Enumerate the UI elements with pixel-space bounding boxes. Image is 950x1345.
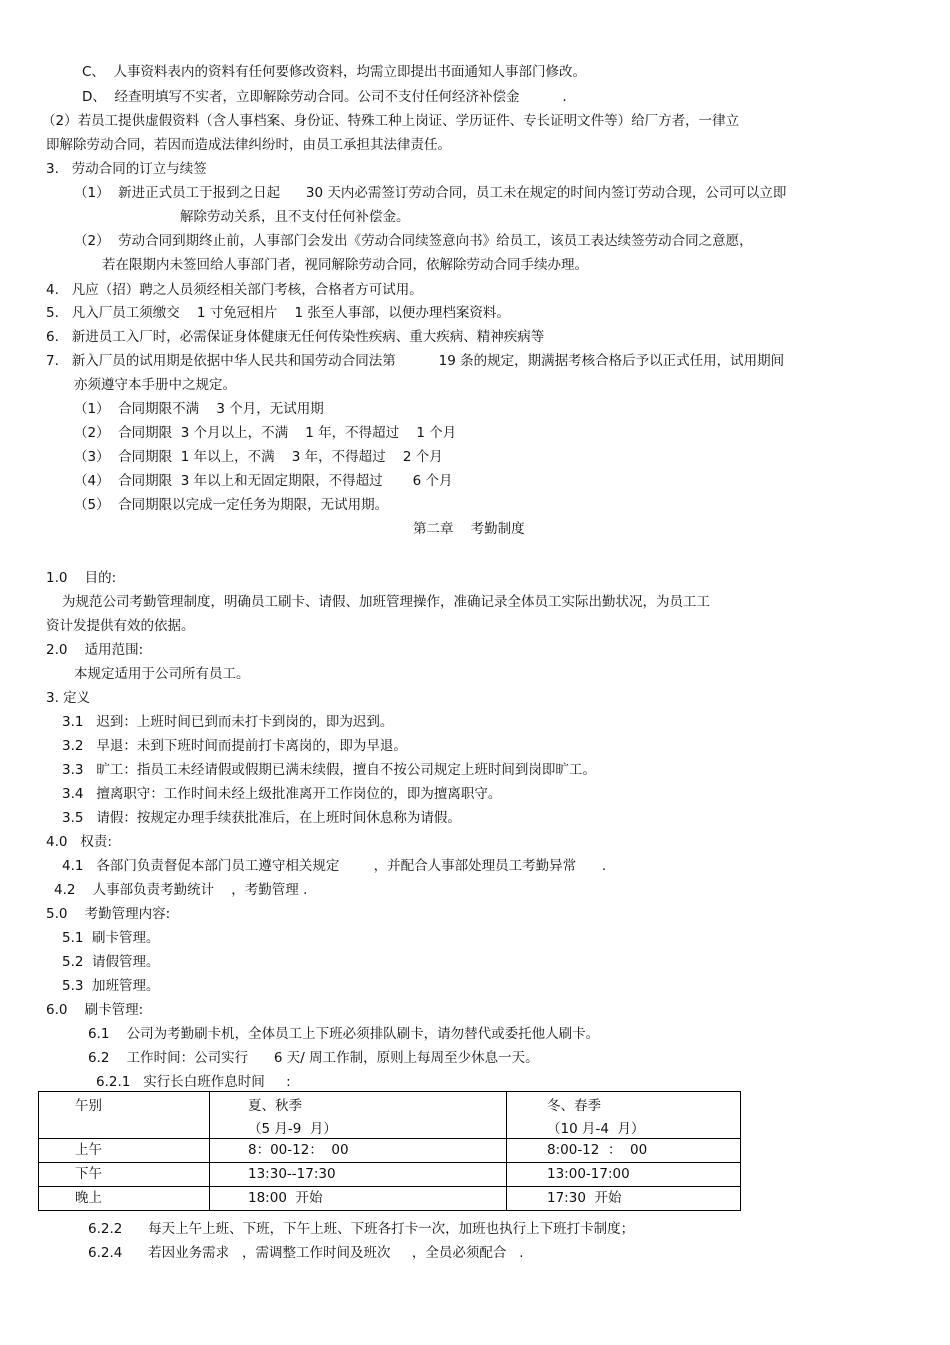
- cell-period: 上午: [75, 1142, 102, 1158]
- cell-summer: 8：00-12： 00: [248, 1142, 349, 1158]
- text-line: C、 人事资料表内的资料有任何要修改资料，均需立即提出书面通知人事部门修改。: [82, 64, 587, 80]
- text-line: D、 经查明填写不实者，立即解除劳动合同。公司不支付任何经济补偿金 .: [82, 89, 567, 105]
- list-item: （3） 合同期限 1 年以上，不满 3 年，不得超过 2 个月: [74, 449, 443, 465]
- list-item: 5.3 加班管理。: [62, 978, 160, 994]
- list-item: 3.2 早退：未到下班时间而提前打卡离岗的，即为早退。: [62, 738, 407, 754]
- text-line: （2） 劳动合同到期终止前，人事部门会发出《劳动合同续签意向书》给员工，该员工表达续签劳动合同之意愿，: [74, 233, 753, 249]
- text-line: （1） 新进正式员工于报到之日起 30 天内必需签订劳动合同，员工未在规定的时间内签订劳动合现，公司可以立即: [74, 185, 787, 201]
- list-item: 6.1 公司为考勤刷卡机，全体员工上下班必须排队刷卡，请勿替代或委托他人刷卡。: [88, 1026, 600, 1042]
- cell-winter: 13:00-17:00: [547, 1166, 630, 1182]
- chapter-title: 第二章 考勤制度: [413, 521, 525, 537]
- section-heading: 1.0 目的:: [46, 570, 117, 586]
- text-line: 5. 凡入厂员工须缴交 1 寸免冠相片 1 张至人事部，以便办理档案资料。: [46, 305, 510, 321]
- text-line: 6. 新进员工入厂时，必需保证身体健康无任何传染性疾病、重大疾病、精神疾病等: [46, 329, 545, 345]
- table-header-cell: [39, 1092, 210, 1139]
- header-winter-title: 冬、春季: [547, 1098, 601, 1114]
- text-line: 7. 新入厂员的试用期是依据中华人民共和国劳动合同法第 19 条的规定，期满据考核合格后予以正式任用，试用期间: [46, 353, 785, 369]
- text-line: 解除劳动关系，且不支付任何补偿金。: [180, 209, 410, 225]
- list-item: 3.1 迟到：上班时间已到而未打卡到岗的，即为迟到。: [62, 714, 394, 730]
- header-summer-months: （5 月-9 月）: [248, 1121, 337, 1137]
- header-period: 午别: [75, 1098, 102, 1114]
- text-line: 资计发提供有效的依据。: [46, 618, 195, 634]
- text-line: 本规定适用于公司所有员工。: [74, 666, 250, 682]
- cell-winter: 8:00-12 ： 00: [547, 1142, 648, 1158]
- list-item: 6.2.4 若因业务需求 ，需调整工作时间及班次 ，全员必须配合 .: [88, 1245, 524, 1261]
- table-row: [39, 1139, 741, 1163]
- table-cell: [210, 1187, 507, 1211]
- list-item: 4.1 各部门负责督促本部门员工遵守相关规定 ，并配合人事部处理员工考勤异常 .: [62, 858, 607, 874]
- section-heading: 3. 劳动合同的订立与续签: [46, 161, 207, 177]
- text-line: 即解除劳动合同，若因而造成法律纠纷时，由员工承担其法律责任。: [46, 137, 451, 153]
- list-item: （2） 合同期限 3 个月以上，不满 1 年，不得超过 1 个月: [74, 425, 457, 441]
- section-heading: 3. 定义: [46, 690, 91, 706]
- section-heading: 4.0 权责:: [46, 834, 112, 850]
- section-heading: 2.0 适用范围:: [46, 642, 144, 658]
- cell-summer: 13:30--17:30: [248, 1166, 336, 1182]
- list-item: 3.3 旷工：指员工未经请假或假期已满未续假，擅自不按公司规定上班时间到岗即旷工。: [62, 762, 596, 778]
- list-item: 6.2 工作时间：公司实行 6 天/ 周工作制，原则上每周至少休息一天。: [88, 1050, 539, 1066]
- list-item: 6.2.1 实行长白班作息时间 :: [96, 1074, 291, 1090]
- list-item: （1） 合同期限不满 3 个月，无试用期: [74, 401, 324, 417]
- cell-summer: 18:00 开始: [248, 1190, 323, 1206]
- list-item: 5.2 请假管理。: [62, 954, 160, 970]
- schedule-table: [38, 1091, 741, 1211]
- table-cell: [210, 1139, 507, 1163]
- table-cell: [39, 1139, 210, 1163]
- table-row: [39, 1163, 741, 1187]
- list-item: （5） 合同期限以完成一定任务为期限，无试用期。: [74, 497, 389, 513]
- cell-period: 下午: [75, 1166, 102, 1182]
- table-header-cell: [210, 1092, 507, 1139]
- section-heading: 6.0 刷卡管理:: [46, 1002, 144, 1018]
- cell-winter: 17:30 开始: [547, 1190, 622, 1206]
- cell-period: 晚上: [75, 1190, 102, 1206]
- text-line: （2）若员工提供虚假资料（含人事档案、身份证、特殊工种上岗证、学历证件、专长证明文件等）给厂方者，一律立: [42, 113, 740, 129]
- table-cell: [39, 1163, 210, 1187]
- table-cell: [39, 1187, 210, 1211]
- text-line: 4. 凡应（招）聘之人员须经相关部门考核，合格者方可试用。: [46, 282, 423, 298]
- text-line: 若在限期内未签回给人事部门者，视同解除劳动合同，依解除劳动合同手续办理。: [102, 257, 588, 273]
- list-item: 5.1 刷卡管理。: [62, 930, 160, 946]
- text-line: 亦须遵守本手册中之规定。: [74, 377, 236, 393]
- header-winter-months: （10 月-4 月）: [547, 1121, 645, 1137]
- table-header-row: [39, 1092, 741, 1139]
- table-cell: [210, 1163, 507, 1187]
- text-line: 为规范公司考勤管理制度，明确员工刷卡、请假、加班管理操作，准确记录全体员工实际出勤状况，为员工工: [62, 594, 710, 610]
- list-item: 3.5 请假：按规定办理手续获批准后，在上班时间休息称为请假。: [62, 810, 461, 826]
- list-item: 3.4 擅离职守：工作时间未经上级批准离开工作岗位的，即为擅离职守。: [62, 786, 502, 802]
- list-item: 4.2 人事部负责考勤统计 ，考勤管理 .: [54, 882, 308, 898]
- section-heading: 5.0 考勤管理内容:: [46, 906, 171, 922]
- table-row: [39, 1187, 741, 1211]
- header-summer-title: 夏、秋季: [248, 1098, 302, 1114]
- list-item: 6.2.2 每天上午上班、下班，下午上班、下班各打卡一次，加班也执行上下班打卡制度；: [88, 1221, 635, 1237]
- list-item: （4） 合同期限 3 年以上和无固定期限，不得超过 6 个月: [74, 473, 453, 489]
